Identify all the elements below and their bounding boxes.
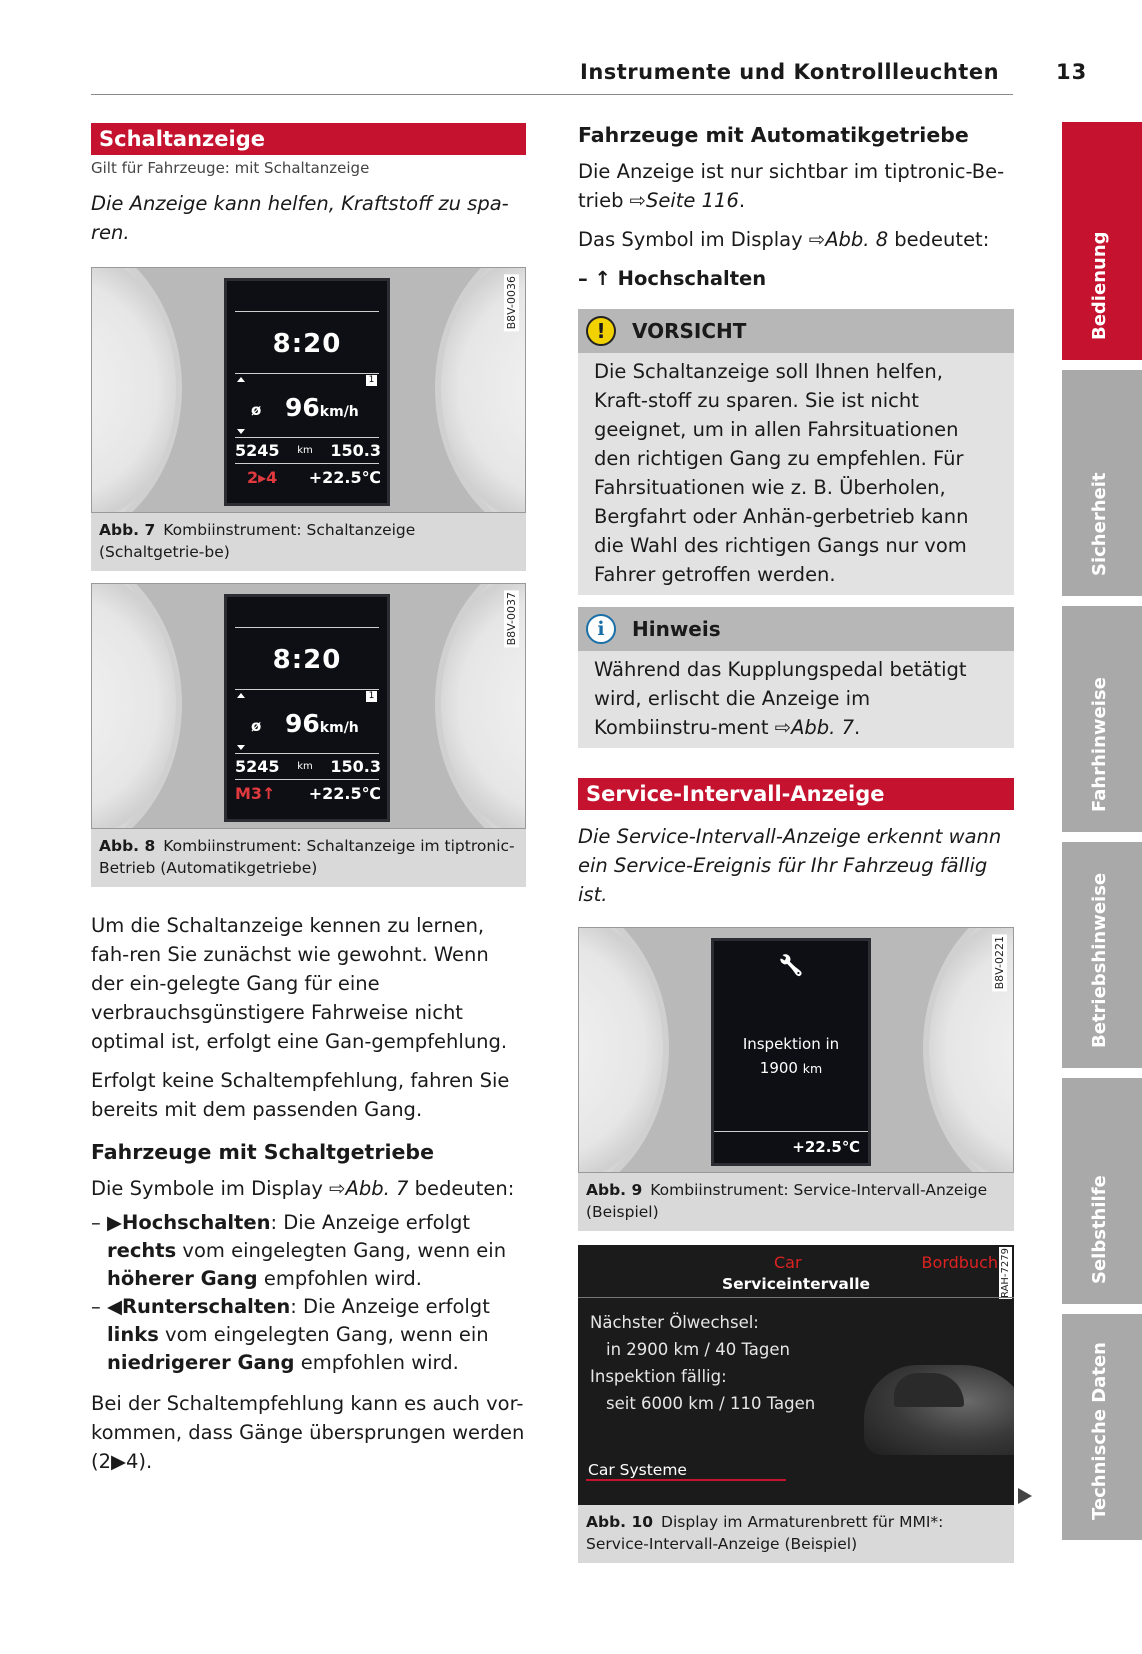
symbols-intro — [91, 1174, 526, 1203]
note-text — [578, 651, 1014, 748]
inspection-label: Inspektion fällig: — [590, 1367, 727, 1386]
header-rule — [91, 94, 1013, 95]
figure-label: Abb. 9 — [586, 1181, 643, 1199]
figure-9-caption — [578, 1173, 1014, 1231]
driver-info-display — [224, 278, 390, 506]
display-line — [235, 437, 379, 438]
tab-label: Fahrhinweise — [1089, 677, 1110, 812]
text: . — [738, 189, 746, 212]
warning-icon: ! — [586, 316, 616, 346]
term: Hochschalten — [122, 1211, 271, 1234]
speed-unit: km/h — [319, 720, 359, 736]
scroll-down-icon — [237, 745, 245, 750]
outside-temperature: +22.5℃ — [792, 1138, 860, 1156]
figure-8-image — [91, 583, 526, 829]
display-line — [235, 627, 379, 628]
intro-text: Die Anzeige kann helfen, Kraftstoff zu spa-ren. — [91, 192, 509, 244]
paragraph-skip-gears: Bei der Schaltempfehlung kann es auch vor-kommen, dass Gänge übersprungen werden (2▶4). — [91, 1392, 525, 1473]
clock: 8:20 — [272, 645, 342, 675]
car-image — [864, 1365, 1014, 1455]
mmi-bordbuch-label: Bordbuch — [921, 1253, 998, 1272]
mmi-display — [578, 1245, 1014, 1505]
text: vom eingelegten Gang, wenn ein — [158, 1323, 489, 1346]
tab-sicherheit[interactable] — [1061, 370, 1142, 596]
mmi-service-info — [590, 1309, 815, 1417]
caption-text: Kombiinstrument: Schaltanzeige (Schaltgetrie-be) — [99, 521, 416, 561]
emphasis: rechts — [107, 1239, 177, 1262]
average-speed — [285, 709, 359, 738]
caution-header — [578, 309, 1014, 353]
text: bedeutet: — [888, 228, 990, 251]
text: . — [853, 716, 861, 739]
display-line — [235, 779, 379, 780]
gear-recommendation: 2▸4 — [247, 468, 278, 487]
figure-label: Abb. 10 — [586, 1513, 654, 1531]
tab-label: Selbsthilfe — [1089, 1175, 1110, 1284]
average-symbol: ø — [251, 401, 262, 419]
gear-row — [247, 468, 381, 487]
figure-8 — [91, 583, 526, 887]
section-title-schaltanzeige: Schaltanzeige — [91, 123, 526, 155]
list-dash: – — [91, 1211, 101, 1234]
text: : Die Anzeige erfolgt — [290, 1295, 490, 1318]
list-item-downshift — [91, 1293, 526, 1377]
odometer-row — [235, 757, 381, 776]
unit: km — [802, 1061, 823, 1076]
scroll-up-icon — [237, 377, 245, 382]
figure-7-image — [91, 267, 526, 513]
gauge-left — [578, 927, 669, 1173]
speed-value: 96 — [285, 393, 320, 422]
figure-code: B8V-0037 — [505, 592, 518, 646]
info-icon: i — [586, 614, 616, 644]
tab-bedienung[interactable] — [1061, 122, 1142, 360]
driver-info-display — [224, 594, 390, 822]
page-ref-link[interactable]: ⇨Seite 116 — [629, 189, 739, 212]
list-item-upshift — [91, 1209, 526, 1293]
speed-value: 96 — [285, 709, 320, 738]
caution-text: Die Schaltanzeige soll Ihnen helfen, Kraft-stoff zu sparen. Sie ist nicht geeignet, um in allen Fahrsituationen den richtigen Gang zu empfehlen. Für Fahrsituationen wie z. B. Überholen, Bergfahrt oder Anhän-gerbetrieb kann die Wahl des richtigen Gangs nur vom Fahrer getroffen werden. — [594, 360, 969, 586]
running-header-title: Instrumente und Kontrollleuchten — [580, 60, 1000, 84]
symbols-intro-a: Die Symbole im Display — [91, 1177, 330, 1200]
trip: 150.3 — [330, 441, 381, 460]
average-symbol: ø — [251, 717, 262, 735]
gauge-left — [91, 267, 182, 513]
text: Das Symbol im Display — [578, 228, 809, 251]
tab-label: Bedienung — [1089, 231, 1110, 340]
emphasis: niedrigerer Gang — [107, 1351, 295, 1374]
scroll-up-icon — [237, 693, 245, 698]
subhead-manual: Fahrzeuge mit Schaltgetriebe — [91, 1140, 434, 1164]
figure-code: RAH-7279 — [1000, 1248, 1011, 1298]
caption-text: Kombiinstrument: Schaltanzeige im tiptronic-Betrieb (Automatikgetriebe) — [99, 837, 515, 877]
value: 1900 — [759, 1059, 798, 1077]
figure-10 — [578, 1245, 1014, 1563]
figure-ref-link[interactable]: ⇨Abb. 7 — [774, 716, 854, 739]
display-line — [235, 689, 379, 690]
text: empfohlen wird. — [257, 1267, 422, 1290]
figure-7 — [91, 267, 526, 571]
text: vom eingelegten Gang, wenn ein — [176, 1239, 507, 1262]
km-unit: km — [297, 761, 313, 772]
gear-row — [235, 784, 381, 803]
symbol-text — [578, 225, 1014, 254]
left-column — [91, 123, 526, 1476]
average-speed — [285, 393, 359, 422]
list-text — [107, 1209, 526, 1293]
auto-text — [578, 157, 1014, 215]
text: empfohlen wird. — [294, 1351, 459, 1374]
figure-code: B8V-0036 — [505, 276, 518, 330]
gear-recommendation: M3↑ — [235, 784, 276, 803]
figure-10-caption — [578, 1505, 1014, 1563]
text: Während das Kupplungspedal betätigt wird, erlischt die Anzeige im Kombiinstru-ment — [594, 658, 967, 739]
text: : Die Anzeige erfolgt — [270, 1211, 471, 1234]
display-line — [714, 1131, 868, 1132]
text: Die Anzeige ist nur sichtbar im tiptronic-Be-trieb — [578, 160, 1005, 212]
list-text — [107, 1293, 526, 1377]
oil-label: Nächster Ölwechsel: — [590, 1313, 759, 1332]
subhead-automatic: Fahrzeuge mit Automatikgetriebe — [578, 123, 969, 147]
tab-selbsthilfe[interactable] — [1061, 1078, 1142, 1304]
emphasis: höherer Gang — [107, 1267, 258, 1290]
service-value — [714, 1059, 868, 1077]
page-badge: 1 — [366, 691, 377, 702]
mmi-footer-label: Car Systeme — [588, 1461, 687, 1479]
mmi-topbar — [578, 1251, 1014, 1273]
gauge-left — [91, 583, 182, 829]
tab-label: Betriebshinweise — [1089, 872, 1110, 1048]
scroll-down-icon — [237, 429, 245, 434]
mmi-car-label: Car — [774, 1253, 802, 1272]
caution-box — [578, 309, 1014, 595]
tab-technische-daten[interactable] — [1061, 1314, 1142, 1540]
emphasis: links — [107, 1323, 159, 1346]
trip: 150.3 — [330, 757, 381, 776]
service-display — [711, 938, 871, 1166]
odometer-row — [235, 441, 381, 460]
service-intro: Die Service-Intervall-Anzeige erkennt wann ein Service-Ereignis für Ihr Fahrzeug fällig ist. — [578, 825, 1002, 906]
outside-temperature: +22.5℃ — [308, 784, 381, 803]
tab-fahrhinweise[interactable] — [1061, 606, 1142, 832]
display-line — [235, 373, 379, 374]
outside-temperature: +22.5℃ — [308, 468, 381, 487]
caution-title: VORSICHT — [632, 319, 747, 343]
wrench-icon: 🔧 — [778, 953, 804, 977]
km-unit: km — [297, 445, 313, 456]
paragraph-no-recommendation: Erfolgt keine Schaltempfehlung, fahren Sie bereits mit dem passenden Gang. — [91, 1069, 510, 1121]
continue-arrow-icon — [1018, 1488, 1032, 1504]
odometer: 5245 — [235, 757, 280, 776]
clock: 8:20 — [272, 329, 342, 359]
figure-label: Abb. 7 — [99, 521, 156, 539]
note-box — [578, 607, 1014, 748]
display-line — [235, 753, 379, 754]
figure-9 — [578, 927, 1014, 1231]
figure-ref-link[interactable]: ⇨Abb. 7 — [329, 1177, 409, 1200]
upshift-arrow-icon: ▶ — [107, 1211, 122, 1234]
tab-betriebshinweise[interactable] — [1061, 842, 1142, 1068]
service-line1: Inspektion in — [742, 1035, 840, 1053]
section-title-service: Service-Intervall-Anzeige — [578, 778, 1014, 810]
figure-7-caption — [91, 513, 526, 571]
footer-accent-line — [586, 1479, 786, 1481]
speed-unit: km/h — [319, 404, 359, 420]
oil-value: in 2900 km / 40 Tagen — [606, 1340, 790, 1359]
display-line — [235, 311, 379, 312]
tab-label: Technische Daten — [1089, 1342, 1110, 1520]
term: Runterschalten — [122, 1295, 291, 1318]
paragraph-learn: Um die Schaltanzeige kennen zu lernen, fah-ren Sie zunächst wie gewohnt. Wenn der ein-gelegte Gang für eine verbrauchsgünstigere Fahrweise nicht optimal ist, erfolgt eine Gan-gempfehlung. — [91, 914, 508, 1053]
tab-label: Sicherheit — [1089, 472, 1110, 576]
figure-9-image — [578, 927, 1014, 1173]
figure-code: B8V-0221 — [993, 936, 1006, 990]
upshift-item: – ↑ Hochschalten — [578, 267, 767, 290]
list-dash: – — [91, 1295, 101, 1318]
mmi-title: Serviceintervalle — [578, 1275, 1014, 1298]
figure-label: Abb. 8 — [99, 837, 156, 855]
page-number: 13 — [1056, 60, 1088, 84]
inspection-value: seit 6000 km / 110 Tagen — [606, 1394, 816, 1413]
caption-text: Display im Armaturenbrett für MMI*: Service-Intervall-Anzeige (Beispiel) — [586, 1513, 944, 1553]
applies-note: Gilt für Fahrzeuge: mit Schaltanzeige — [91, 159, 370, 177]
display-line — [235, 463, 379, 464]
right-column — [578, 121, 1014, 1563]
figure-ref-link[interactable]: ⇨Abb. 8 — [808, 228, 889, 251]
note-title: Hinweis — [632, 617, 721, 641]
figure-8-caption — [91, 829, 526, 887]
symbols-intro-b: bedeuten: — [408, 1177, 515, 1200]
note-header — [578, 607, 1014, 651]
page-badge: 1 — [366, 375, 377, 386]
odometer: 5245 — [235, 441, 280, 460]
downshift-arrow-icon: ◀ — [107, 1295, 122, 1318]
caption-text: Kombiinstrument: Service-Intervall-Anzeige (Beispiel) — [586, 1181, 988, 1221]
